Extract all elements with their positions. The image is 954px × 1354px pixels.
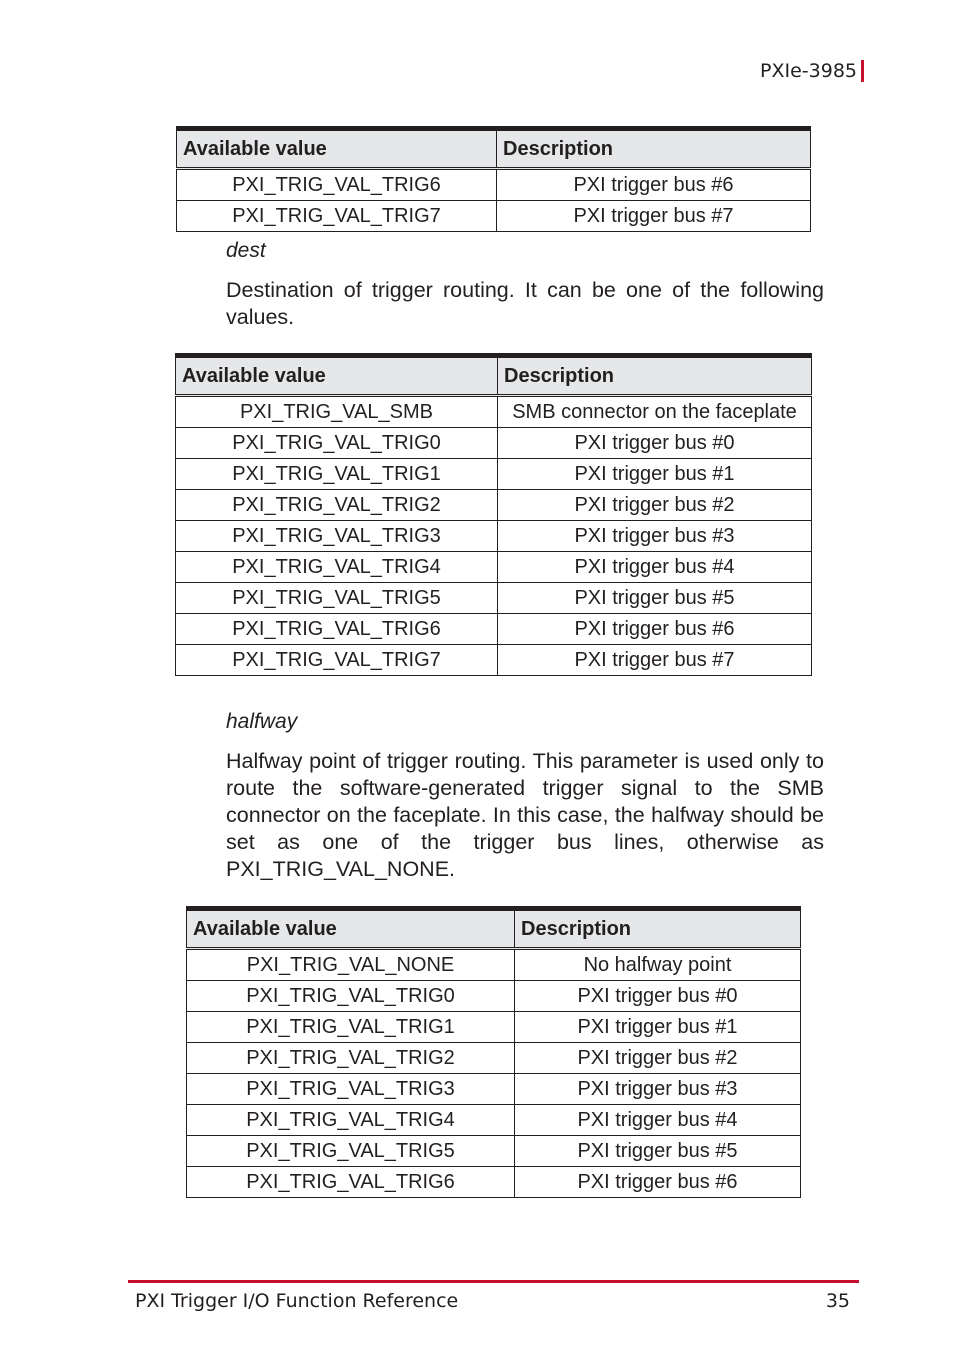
column-header: Description [497, 129, 811, 169]
dest-description: Destination of trigger routing. It can be one of the following values. [226, 278, 824, 329]
description-cell: PXI trigger bus #1 [515, 1012, 801, 1043]
table-row [177, 169, 811, 201]
description-cell: PXI trigger bus #1 [498, 459, 812, 490]
description-cell: PXI trigger bus #3 [515, 1074, 801, 1105]
value-cell: PXI_TRIG_VAL_NONE [187, 949, 515, 981]
header-accent-bar [861, 60, 864, 82]
table-row [187, 981, 801, 1012]
page-header [760, 60, 864, 82]
column-header: Available value [177, 129, 497, 169]
column-header: Description [515, 909, 801, 949]
description-cell: SMB connector on the faceplate [498, 396, 812, 428]
table-row [187, 1012, 801, 1043]
table-row [176, 583, 812, 614]
description-cell: PXI trigger bus #2 [515, 1043, 801, 1074]
value-cell: PXI_TRIG_VAL_TRIG6 [176, 614, 498, 645]
dest-values-table [175, 353, 812, 676]
halfway-values-table [186, 906, 801, 1198]
description-cell: PXI trigger bus #5 [498, 583, 812, 614]
description-cell: PXI trigger bus #2 [498, 490, 812, 521]
table-row [187, 1167, 801, 1198]
value-cell: PXI_TRIG_VAL_TRIG5 [176, 583, 498, 614]
footer-rule [128, 1280, 859, 1283]
value-cell: PXI_TRIG_VAL_TRIG6 [187, 1167, 515, 1198]
table-row [176, 396, 812, 428]
table-row [187, 949, 801, 981]
table-row [176, 521, 812, 552]
trigger-values-table-continued [176, 126, 811, 232]
value-cell: PXI_TRIG_VAL_TRIG4 [187, 1105, 515, 1136]
description-cell: PXI trigger bus #6 [515, 1167, 801, 1198]
column-header: Available value [187, 909, 515, 949]
value-cell: PXI_TRIG_VAL_TRIG7 [176, 645, 498, 676]
table-row [176, 552, 812, 583]
page-number: 35 [825, 1290, 850, 1312]
table-row [176, 459, 812, 490]
table-row [177, 201, 811, 232]
table-header-row [187, 909, 801, 949]
value-cell: PXI_TRIG_VAL_TRIG0 [176, 428, 498, 459]
description-cell: PXI trigger bus #0 [498, 428, 812, 459]
table-row [187, 1136, 801, 1167]
value-cell: PXI_TRIG_VAL_TRIG3 [176, 521, 498, 552]
table-row [176, 490, 812, 521]
value-cell: PXI_TRIG_VAL_TRIG2 [187, 1043, 515, 1074]
table-row [187, 1105, 801, 1136]
value-cell: PXI_TRIG_VAL_TRIG3 [187, 1074, 515, 1105]
description-cell: No halfway point [515, 949, 801, 981]
table-row [187, 1074, 801, 1105]
column-header: Available value [176, 356, 498, 396]
table-row [176, 645, 812, 676]
value-cell: PXI_TRIG_VAL_TRIG5 [187, 1136, 515, 1167]
description-cell: PXI trigger bus #0 [515, 981, 801, 1012]
description-cell: PXI trigger bus #4 [498, 552, 812, 583]
column-header: Description [498, 356, 812, 396]
description-cell: PXI trigger bus #6 [498, 614, 812, 645]
value-cell: PXI_TRIG_VAL_TRIG7 [177, 201, 497, 232]
description-cell: PXI trigger bus #7 [498, 645, 812, 676]
value-cell: PXI_TRIG_VAL_TRIG2 [176, 490, 498, 521]
value-cell: PXI_TRIG_VAL_TRIG1 [187, 1012, 515, 1043]
value-cell: PXI_TRIG_VAL_TRIG4 [176, 552, 498, 583]
param-name-dest: dest [226, 239, 266, 262]
footer-section-title: PXI Trigger I/O Function Reference [135, 1290, 459, 1312]
value-cell: PXI_TRIG_VAL_TRIG1 [176, 459, 498, 490]
table-row [187, 1043, 801, 1074]
description-cell: PXI trigger bus #5 [515, 1136, 801, 1167]
table-header-row [176, 356, 812, 396]
table-row [176, 614, 812, 645]
product-name: PXIe-3985 [760, 60, 857, 82]
description-cell: PXI trigger bus #3 [498, 521, 812, 552]
value-cell: PXI_TRIG_VAL_SMB [176, 396, 498, 428]
description-cell: PXI trigger bus #6 [497, 169, 811, 201]
param-name-halfway: halfway [226, 710, 298, 733]
value-cell: PXI_TRIG_VAL_TRIG0 [187, 981, 515, 1012]
value-cell: PXI_TRIG_VAL_TRIG6 [177, 169, 497, 201]
table-header-row [177, 129, 811, 169]
halfway-description: Halfway point of trigger routing. This parameter is used only to route the software-generated trigger signal to the SMB connector on the faceplate. In this case, the halfway should be set as one of the trigger bus lines, otherwise as PXI_TRIG_VAL_NONE. [226, 749, 824, 881]
description-cell: PXI trigger bus #7 [497, 201, 811, 232]
description-cell: PXI trigger bus #4 [515, 1105, 801, 1136]
table-row [176, 428, 812, 459]
